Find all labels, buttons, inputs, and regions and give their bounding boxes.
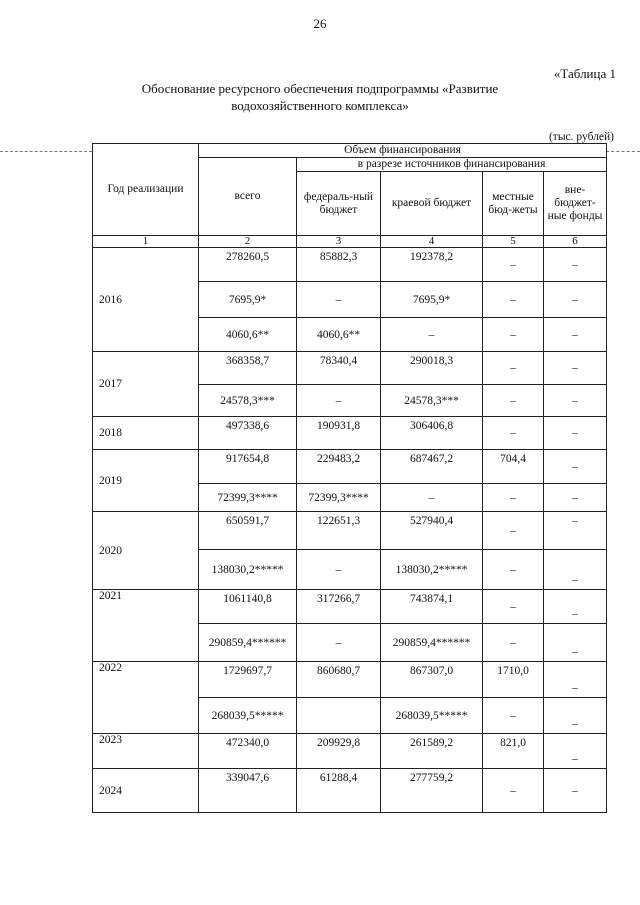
table-row (93, 734, 607, 769)
header-by-source: в разрезе источников финансирования (297, 158, 607, 172)
local-cell: 1710,0 (483, 662, 544, 698)
extra-cell: – (544, 734, 607, 769)
col-number: 6 (544, 236, 607, 248)
table-row (93, 248, 607, 282)
total-cell: 278260,5 (199, 248, 297, 282)
regional-cell: 261589,2 (381, 734, 483, 769)
local-cell: 704,4 (483, 450, 544, 484)
funding-table (92, 143, 607, 813)
federal-cell (297, 698, 381, 734)
federal-cell: 61288,4 (297, 769, 381, 813)
local-cell: – (483, 769, 544, 813)
federal-cell: 78340,4 (297, 352, 381, 385)
regional-cell: 867307,0 (381, 662, 483, 698)
local-cell: – (483, 698, 544, 734)
year-cell: 2023 (93, 734, 199, 769)
federal-cell: 229483,2 (297, 450, 381, 484)
total-cell: 497338,6 (199, 417, 297, 450)
col-number: 1 (93, 236, 199, 248)
local-cell: 821,0 (483, 734, 544, 769)
col-number: 3 (297, 236, 381, 248)
year-cell: 2018 (93, 417, 199, 450)
year-cell: 2024 (93, 769, 199, 813)
extra-cell: – (544, 484, 607, 512)
local-cell: – (483, 318, 544, 352)
table-row (93, 590, 607, 624)
federal-cell: – (297, 550, 381, 590)
year-cell: 2017 (93, 352, 199, 417)
local-cell: – (483, 352, 544, 385)
regional-cell: 290018,3 (381, 352, 483, 385)
header-extra: вне-бюджет-ные фонды (544, 172, 607, 236)
year-cell: 2021 (93, 590, 199, 662)
regional-cell: – (381, 318, 483, 352)
extra-cell: – (544, 352, 607, 385)
federal-cell: – (297, 282, 381, 318)
total-cell: 24578,3*** (199, 385, 297, 417)
total-cell: 472340,0 (199, 734, 297, 769)
col-number: 5 (483, 236, 544, 248)
local-cell: – (483, 282, 544, 318)
table-row (93, 662, 607, 698)
regional-cell: 192378,2 (381, 248, 483, 282)
extra-cell: – (544, 318, 607, 352)
header-local: местные бюд-жеты (483, 172, 544, 236)
title-line-2: водохозяйственного комплекса» (231, 98, 409, 113)
local-cell: – (483, 385, 544, 417)
total-cell: 1061140,8 (199, 590, 297, 624)
table-row (93, 512, 607, 550)
regional-cell: 527940,4 (381, 512, 483, 550)
federal-cell: 72399,3**** (297, 484, 381, 512)
document-title (90, 80, 550, 114)
table-row (93, 450, 607, 484)
federal-cell: 85882,3 (297, 248, 381, 282)
local-cell: – (483, 512, 544, 550)
extra-cell: – (544, 417, 607, 450)
table-row (93, 417, 607, 450)
regional-cell: 7695,9* (381, 282, 483, 318)
local-cell: – (483, 550, 544, 590)
regional-cell: 138030,2***** (381, 550, 483, 590)
margin-dash-right (606, 151, 640, 152)
regional-cell: – (381, 484, 483, 512)
year-cell: 2020 (93, 512, 199, 590)
regional-cell: 306406,8 (381, 417, 483, 450)
regional-cell: 24578,3*** (381, 385, 483, 417)
year-cell: 2016 (93, 248, 199, 352)
table-row (93, 769, 607, 813)
total-cell: 4060,6** (199, 318, 297, 352)
extra-cell: – (544, 248, 607, 282)
extra-cell: – (544, 385, 607, 417)
total-cell: 72399,3**** (199, 484, 297, 512)
header-year: Год реализации (93, 144, 199, 236)
year-cell: 2022 (93, 662, 199, 734)
col-number: 4 (381, 236, 483, 248)
margin-dash-left (0, 151, 92, 152)
regional-cell: 268039,5***** (381, 698, 483, 734)
federal-cell: 122651,3 (297, 512, 381, 550)
total-cell: 7695,9* (199, 282, 297, 318)
page-number: 26 (313, 16, 327, 31)
regional-cell: 687467,2 (381, 450, 483, 484)
federal-cell: – (297, 385, 381, 417)
local-cell: – (483, 248, 544, 282)
total-cell: 268039,5***** (199, 698, 297, 734)
header-federal: федераль-ный бюджет (297, 172, 381, 236)
federal-cell: – (297, 624, 381, 662)
extra-cell: – (544, 698, 607, 734)
federal-cell: 317266,7 (297, 590, 381, 624)
total-cell: 138030,2***** (199, 550, 297, 590)
total-cell: 368358,7 (199, 352, 297, 385)
units-label: (тыс. рублей) (548, 131, 614, 143)
table-reference: «Таблица 1 (553, 66, 616, 81)
regional-cell: 290859,4****** (381, 624, 483, 662)
total-cell: 290859,4****** (199, 624, 297, 662)
header-total: всего (199, 158, 297, 236)
federal-cell: 209929,8 (297, 734, 381, 769)
local-cell: – (483, 484, 544, 512)
extra-cell: – (544, 590, 607, 624)
table-row (93, 352, 607, 385)
federal-cell: 860680,7 (297, 662, 381, 698)
total-cell: 1729697,7 (199, 662, 297, 698)
regional-cell: 743874,1 (381, 590, 483, 624)
header-regional: краевой бюджет (381, 172, 483, 236)
title-line-1: Обоснование ресурсного обеспечения подпрограммы «Развитие (141, 81, 499, 96)
local-cell: – (483, 590, 544, 624)
extra-cell: – (544, 450, 607, 484)
local-cell: – (483, 624, 544, 662)
extra-cell: – (544, 662, 607, 698)
total-cell: 917654,8 (199, 450, 297, 484)
header-funding-volume: Объем финансирования (199, 144, 607, 158)
extra-cell: – (544, 512, 607, 550)
extra-cell: – (544, 769, 607, 813)
local-cell: – (483, 417, 544, 450)
extra-cell: – (544, 624, 607, 662)
extra-cell: – (544, 282, 607, 318)
total-cell: 339047,6 (199, 769, 297, 813)
year-cell: 2019 (93, 450, 199, 512)
extra-cell: – (544, 550, 607, 590)
federal-cell: 190931,8 (297, 417, 381, 450)
col-number: 2 (199, 236, 297, 248)
federal-cell: 4060,6** (297, 318, 381, 352)
total-cell: 650591,7 (199, 512, 297, 550)
regional-cell: 277759,2 (381, 769, 483, 813)
